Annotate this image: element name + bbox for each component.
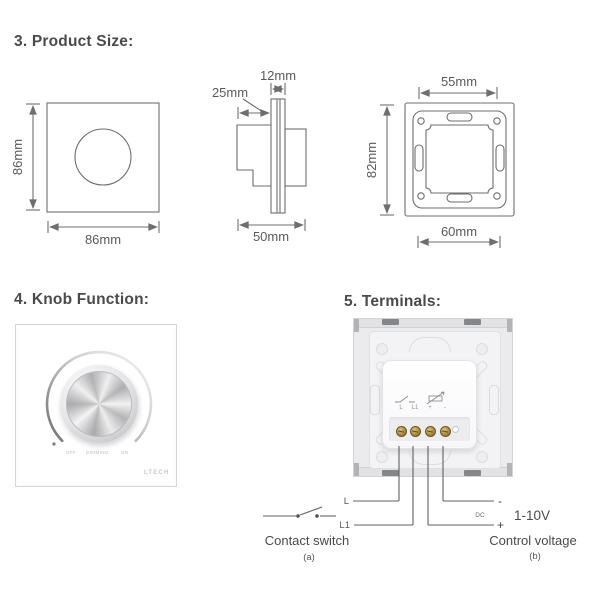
program-button (452, 426, 459, 433)
back-outer-outline (405, 103, 514, 216)
terminal-screw (396, 426, 407, 437)
rotary-knob (66, 371, 132, 437)
front-knob-outline (75, 129, 131, 185)
slot-outline (496, 145, 504, 171)
caption-control-voltage: Control voltage (489, 533, 577, 548)
corner-mark (354, 319, 359, 332)
back-window-outline (426, 125, 493, 193)
dim-screw-spacing: 55mm (440, 74, 478, 89)
dim-front-width: 86mm (84, 232, 122, 247)
side-box-outline (237, 125, 271, 186)
screw-slot (427, 430, 433, 433)
slot-outline (447, 194, 472, 202)
front-plate-outline (47, 103, 159, 212)
plate-slot (489, 385, 499, 415)
knob-ring (60, 365, 138, 443)
screw-hole (494, 193, 500, 199)
plate-top-edge (354, 319, 512, 328)
wiring-label-plus: + (497, 518, 505, 532)
arc-start-dot (52, 442, 55, 445)
back-view-drawing (364, 74, 514, 248)
plate-hole (376, 343, 388, 355)
terminal-label-minus: - (444, 405, 446, 411)
wiring-label-minus: - (498, 494, 502, 508)
tag-b: (b) (529, 551, 541, 562)
screw-hole (418, 118, 424, 124)
plate-hole (476, 343, 488, 355)
dim-frame-height: 82mm (364, 141, 379, 179)
terminal-screw (410, 426, 421, 437)
plate-hole (376, 451, 388, 463)
dim-total-depth: 50mm (252, 229, 290, 244)
terminal-label-l1: L1 (411, 405, 419, 411)
brand-logo: LTECH (144, 470, 170, 476)
plate-arch (409, 337, 451, 352)
section-title-terminals: 5. Terminals: (344, 293, 442, 310)
knob-label-off: OFF (66, 450, 77, 455)
slot-outline (415, 145, 423, 171)
terminal-label-l: L (399, 405, 403, 411)
side-plate-outline (271, 99, 285, 213)
tag-a: (a) (303, 552, 315, 563)
back-frame-outline (413, 111, 506, 208)
section-title-knob-function: 4. Knob Function: (14, 291, 150, 308)
wiring-label-dc: DC (475, 512, 485, 519)
contact-switch-icon (395, 396, 415, 402)
screw-slot (412, 430, 418, 433)
knob-label-dimming: DIMMING (86, 450, 109, 455)
terminal-label-plus: + (428, 405, 432, 411)
caption-contact-switch: Contact switch (264, 533, 350, 548)
dim-panel-thickness: 12mm (259, 68, 297, 83)
mount-tab (464, 319, 481, 325)
dim-front-height: 86mm (10, 138, 25, 176)
slot-outline (447, 113, 472, 121)
terminal-screw (425, 426, 436, 437)
side-view-drawing (212, 68, 306, 244)
dim-frame-width: 60mm (440, 224, 478, 239)
terminals-photo (353, 318, 513, 477)
screw-hole (418, 193, 424, 199)
screw-slot (442, 430, 448, 433)
wiring-label-l: L (343, 496, 349, 507)
wiring-label-l1: L1 (339, 520, 350, 531)
section-title-product-size: 3. Product Size: (14, 33, 134, 50)
contact-switch-symbol (263, 507, 336, 518)
knob-panel-image (15, 324, 177, 487)
mount-tab (382, 319, 399, 325)
plate-hole (476, 451, 488, 463)
potentiometer-icon (427, 392, 444, 404)
mount-tab (382, 470, 399, 476)
dim-box-depth: 25mm (211, 85, 249, 100)
front-view-drawing (10, 103, 159, 247)
terminal-screw (440, 426, 451, 437)
mount-tab (464, 470, 481, 476)
wiring-label-voltage: 1-10V (513, 508, 551, 523)
knob-label-on: ON (121, 450, 129, 455)
side-knob-outline (285, 129, 306, 186)
plate-slot (370, 385, 380, 415)
corner-mark (354, 463, 359, 476)
corner-mark (507, 319, 512, 332)
module-icons (393, 390, 463, 406)
corner-mark (507, 463, 512, 476)
screw-slot (398, 430, 404, 433)
screw-hole (494, 118, 500, 124)
terminal-module (382, 360, 477, 449)
